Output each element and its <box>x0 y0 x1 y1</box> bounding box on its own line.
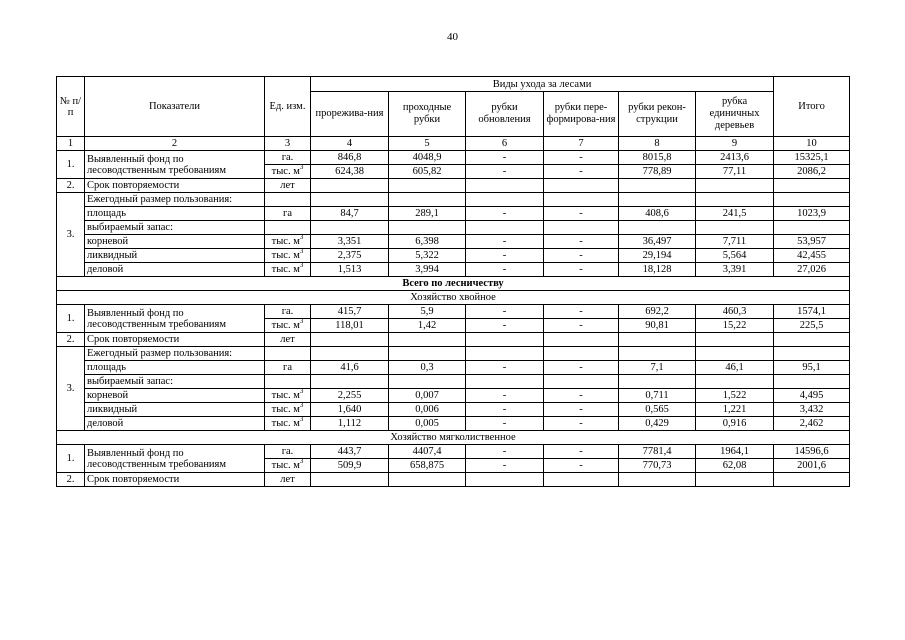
value-cell: 1,221 <box>696 403 774 417</box>
table-row <box>57 221 850 235</box>
value-cell: - <box>544 263 619 277</box>
value-cell: 1,513 <box>311 263 389 277</box>
empty-cell <box>619 193 696 207</box>
empty-cell <box>389 347 466 361</box>
section-title: Всего по лесничеству <box>57 277 850 291</box>
indicator-label: площадь <box>85 361 265 375</box>
value-cell: 8015,8 <box>619 151 696 165</box>
value-cell: - <box>466 305 544 319</box>
value-cell: 15325,1 <box>774 151 850 165</box>
row-number: 2. <box>57 473 85 487</box>
empty-cell <box>774 221 850 235</box>
empty-cell <box>774 179 850 193</box>
value-cell: - <box>544 319 619 333</box>
value-cell: - <box>466 445 544 459</box>
header-group: Виды ухода за лесами <box>311 77 774 92</box>
empty-cell <box>389 193 466 207</box>
empty-cell <box>544 179 619 193</box>
row-number: 1. <box>57 305 85 333</box>
unit-cell <box>265 403 311 417</box>
indicator-label: площадь <box>85 207 265 221</box>
unit-text: тыс. м <box>271 166 300 177</box>
value-cell: 509,9 <box>311 459 389 473</box>
unit-text: тыс. м <box>271 320 300 331</box>
value-cell: 0,711 <box>619 389 696 403</box>
value-cell: 29,194 <box>619 249 696 263</box>
value-cell: - <box>466 263 544 277</box>
empty-cell <box>311 347 389 361</box>
table-row <box>57 207 850 221</box>
unit-text: тыс. м <box>271 250 300 261</box>
table-row <box>57 361 850 375</box>
unit-superscript: 3 <box>299 164 304 171</box>
value-cell: - <box>466 389 544 403</box>
unit-superscript: 3 <box>299 234 304 241</box>
empty-cell <box>311 221 389 235</box>
value-cell: 4407,4 <box>389 445 466 459</box>
table-row <box>57 291 850 305</box>
indicator-label: выбираемый запас: <box>85 221 265 235</box>
value-cell: - <box>466 165 544 179</box>
value-cell: 62,08 <box>696 459 774 473</box>
unit-cell: га. <box>265 445 311 459</box>
column-number: 9 <box>696 137 774 151</box>
row-number: 3. <box>57 347 85 431</box>
table-row <box>57 277 850 291</box>
empty-cell <box>774 193 850 207</box>
unit-text: тыс. м <box>271 460 300 471</box>
header-total: Итого <box>774 77 850 137</box>
empty-cell <box>619 333 696 347</box>
empty-cell <box>696 375 774 389</box>
column-number: 3 <box>265 137 311 151</box>
value-cell: - <box>466 151 544 165</box>
table-row <box>57 305 850 319</box>
unit-cell <box>265 417 311 431</box>
value-cell: - <box>544 445 619 459</box>
value-cell: - <box>544 403 619 417</box>
unit-cell: га. <box>265 151 311 165</box>
table-row <box>57 77 850 92</box>
column-number: 4 <box>311 137 389 151</box>
unit-cell: га <box>265 207 311 221</box>
column-number: 1 <box>57 137 85 151</box>
forest-care-table <box>56 76 850 487</box>
column-number: 2 <box>85 137 265 151</box>
empty-cell <box>311 193 389 207</box>
value-cell: 0,005 <box>389 417 466 431</box>
table-row <box>57 235 850 249</box>
row-number: 1. <box>57 151 85 179</box>
empty-cell <box>774 333 850 347</box>
table-row <box>57 473 850 487</box>
value-cell: 95,1 <box>774 361 850 375</box>
unit-text: тыс. м <box>271 418 300 429</box>
empty-cell <box>466 347 544 361</box>
table-row <box>57 333 850 347</box>
unit-cell <box>265 459 311 473</box>
empty-cell <box>389 179 466 193</box>
unit-cell: га <box>265 361 311 375</box>
indicator-label: Срок повторяемости <box>85 333 265 347</box>
header-col: прорежива-ния <box>311 92 389 137</box>
table-row <box>57 179 850 193</box>
value-cell: 2,462 <box>774 417 850 431</box>
empty-cell <box>619 473 696 487</box>
value-cell: - <box>544 151 619 165</box>
empty-cell <box>696 193 774 207</box>
value-cell: 46,1 <box>696 361 774 375</box>
empty-cell <box>544 193 619 207</box>
indicator-label: ликвидный <box>85 249 265 263</box>
value-cell: - <box>466 207 544 221</box>
table-row <box>57 431 850 445</box>
unit-superscript: 3 <box>299 416 304 423</box>
empty-cell <box>619 375 696 389</box>
value-cell: - <box>544 459 619 473</box>
unit-cell <box>265 319 311 333</box>
table-row <box>57 417 850 431</box>
value-cell: 624,38 <box>311 165 389 179</box>
value-cell: 77,11 <box>696 165 774 179</box>
unit-text: тыс. м <box>271 404 300 415</box>
unit-superscript: 3 <box>299 318 304 325</box>
empty-cell <box>544 473 619 487</box>
empty-cell <box>774 375 850 389</box>
unit-cell: га. <box>265 305 311 319</box>
row-number: 3. <box>57 193 85 277</box>
value-cell: 846,8 <box>311 151 389 165</box>
value-cell: 1964,1 <box>696 445 774 459</box>
unit-cell: лет <box>265 333 311 347</box>
value-cell: - <box>466 417 544 431</box>
value-cell: 289,1 <box>389 207 466 221</box>
value-cell: - <box>466 403 544 417</box>
empty-cell <box>311 473 389 487</box>
indicator-label: выбираемый запас: <box>85 375 265 389</box>
header-col: рубки обновления <box>466 92 544 137</box>
empty-cell <box>389 473 466 487</box>
value-cell: 3,994 <box>389 263 466 277</box>
unit-superscript: 3 <box>299 388 304 395</box>
value-cell: 5,322 <box>389 249 466 263</box>
value-cell: 241,5 <box>696 207 774 221</box>
value-cell: - <box>544 249 619 263</box>
value-cell: 3,391 <box>696 263 774 277</box>
empty-cell <box>466 473 544 487</box>
indicator-label: Срок повторяемости <box>85 179 265 193</box>
value-cell: 0,916 <box>696 417 774 431</box>
page-number: 40 <box>447 31 458 43</box>
value-cell: - <box>466 249 544 263</box>
value-cell: 2,375 <box>311 249 389 263</box>
empty-cell <box>696 347 774 361</box>
value-cell: 1,522 <box>696 389 774 403</box>
value-cell: 0,429 <box>619 417 696 431</box>
row-number: 2. <box>57 179 85 193</box>
value-cell: 0,006 <box>389 403 466 417</box>
unit-superscript: 3 <box>299 402 304 409</box>
empty-cell <box>311 179 389 193</box>
value-cell: 36,497 <box>619 235 696 249</box>
column-number: 7 <box>544 137 619 151</box>
column-number: 8 <box>619 137 696 151</box>
value-cell: - <box>544 165 619 179</box>
value-cell: 14596,6 <box>774 445 850 459</box>
empty-cell <box>696 333 774 347</box>
value-cell: 770,73 <box>619 459 696 473</box>
indicator-label: Выявленный фонд по лесоводственным требованиям <box>85 151 265 179</box>
value-cell: 1,112 <box>311 417 389 431</box>
value-cell: 90,81 <box>619 319 696 333</box>
indicator-label: Ежегодный размер пользования: <box>85 193 265 207</box>
unit-cell: лет <box>265 473 311 487</box>
empty-cell <box>466 221 544 235</box>
value-cell: 42,455 <box>774 249 850 263</box>
unit-cell <box>265 263 311 277</box>
unit-superscript: 3 <box>299 458 304 465</box>
header-num: № п/п <box>57 77 85 137</box>
unit-superscript: 3 <box>299 248 304 255</box>
value-cell: - <box>544 417 619 431</box>
empty-cell <box>389 221 466 235</box>
indicator-label: деловой <box>85 417 265 431</box>
row-number: 2. <box>57 333 85 347</box>
value-cell: 415,7 <box>311 305 389 319</box>
unit-text: тыс. м <box>271 264 300 275</box>
column-number: 5 <box>389 137 466 151</box>
header-col: рубки пере-формирова-ния <box>544 92 619 137</box>
unit-text: тыс. м <box>271 236 300 247</box>
column-number: 6 <box>466 137 544 151</box>
value-cell: 4,495 <box>774 389 850 403</box>
value-cell: 225,5 <box>774 319 850 333</box>
value-cell: 84,7 <box>311 207 389 221</box>
value-cell: 118,01 <box>311 319 389 333</box>
value-cell: 3,432 <box>774 403 850 417</box>
value-cell: 460,3 <box>696 305 774 319</box>
value-cell: 7,1 <box>619 361 696 375</box>
empty-cell <box>619 347 696 361</box>
value-cell: 15,22 <box>696 319 774 333</box>
value-cell: - <box>544 207 619 221</box>
subsection-title: Хозяйство хвойное <box>57 291 850 305</box>
value-cell: - <box>466 235 544 249</box>
value-cell: 6,398 <box>389 235 466 249</box>
empty-cell <box>311 375 389 389</box>
unit-cell: лет <box>265 179 311 193</box>
empty-cell <box>389 375 466 389</box>
value-cell: 2,255 <box>311 389 389 403</box>
unit-cell <box>265 249 311 263</box>
value-cell: 778,89 <box>619 165 696 179</box>
value-cell: 4048,9 <box>389 151 466 165</box>
empty-cell <box>311 333 389 347</box>
value-cell: 1,640 <box>311 403 389 417</box>
indicator-label: Выявленный фонд по лесоводственным требованиям <box>85 445 265 473</box>
value-cell: 2086,2 <box>774 165 850 179</box>
value-cell: 605,82 <box>389 165 466 179</box>
empty-cell <box>466 333 544 347</box>
column-number: 10 <box>774 137 850 151</box>
value-cell: 18,128 <box>619 263 696 277</box>
value-cell: 41,6 <box>311 361 389 375</box>
value-cell: 3,351 <box>311 235 389 249</box>
empty-cell <box>696 473 774 487</box>
value-cell: 692,2 <box>619 305 696 319</box>
header-indicator: Показатели <box>85 77 265 137</box>
value-cell: 5,564 <box>696 249 774 263</box>
empty-cell <box>696 221 774 235</box>
value-cell: - <box>466 361 544 375</box>
value-cell: - <box>544 361 619 375</box>
table-row <box>57 403 850 417</box>
indicator-label: деловой <box>85 263 265 277</box>
table-row <box>57 389 850 403</box>
value-cell: 0,3 <box>389 361 466 375</box>
empty-cell <box>619 221 696 235</box>
value-cell: 5,9 <box>389 305 466 319</box>
header-col: проходные рубки <box>389 92 466 137</box>
row-number: 1. <box>57 445 85 473</box>
value-cell: 2413,6 <box>696 151 774 165</box>
indicator-label: ликвидный <box>85 403 265 417</box>
empty-cell <box>619 179 696 193</box>
empty-cell <box>466 193 544 207</box>
subsection-title: Хозяйство мягколиственное <box>57 431 850 445</box>
indicator-label: корневой <box>85 235 265 249</box>
unit-cell <box>265 375 311 389</box>
value-cell: 0,007 <box>389 389 466 403</box>
empty-cell <box>544 347 619 361</box>
table-row <box>57 137 850 151</box>
table-row <box>57 249 850 263</box>
empty-cell <box>466 375 544 389</box>
value-cell: 408,6 <box>619 207 696 221</box>
header-col: рубки рекон-струкции <box>619 92 696 137</box>
value-cell: 443,7 <box>311 445 389 459</box>
unit-cell <box>265 347 311 361</box>
header-unit: Ед. изм. <box>265 77 311 137</box>
value-cell: 27,026 <box>774 263 850 277</box>
unit-superscript: 3 <box>299 262 304 269</box>
value-cell: 1,42 <box>389 319 466 333</box>
value-cell: - <box>544 305 619 319</box>
value-cell: 0,565 <box>619 403 696 417</box>
indicator-label: корневой <box>85 389 265 403</box>
value-cell: 658,875 <box>389 459 466 473</box>
empty-cell <box>466 179 544 193</box>
value-cell: 2001,6 <box>774 459 850 473</box>
unit-cell <box>265 221 311 235</box>
value-cell: - <box>544 389 619 403</box>
value-cell: 1574,1 <box>774 305 850 319</box>
empty-cell <box>696 179 774 193</box>
value-cell: - <box>466 319 544 333</box>
empty-cell <box>774 347 850 361</box>
table-row <box>57 263 850 277</box>
value-cell: 53,957 <box>774 235 850 249</box>
indicator-label: Выявленный фонд по лесоводственным требованиям <box>85 305 265 333</box>
table-row <box>57 445 850 459</box>
empty-cell <box>389 333 466 347</box>
indicator-label: Ежегодный размер пользования: <box>85 347 265 361</box>
unit-cell <box>265 165 311 179</box>
table-row <box>57 375 850 389</box>
unit-cell <box>265 193 311 207</box>
value-cell: - <box>544 235 619 249</box>
empty-cell <box>774 473 850 487</box>
unit-text: тыс. м <box>271 390 300 401</box>
empty-cell <box>544 333 619 347</box>
indicator-label: Срок повторяемости <box>85 473 265 487</box>
unit-cell <box>265 235 311 249</box>
value-cell: 7781,4 <box>619 445 696 459</box>
value-cell: 1023,9 <box>774 207 850 221</box>
value-cell: - <box>466 459 544 473</box>
header-col: рубка единичных деревьев <box>696 92 774 137</box>
unit-cell <box>265 389 311 403</box>
empty-cell <box>544 221 619 235</box>
table-row <box>57 151 850 165</box>
empty-cell <box>544 375 619 389</box>
value-cell: 7,711 <box>696 235 774 249</box>
